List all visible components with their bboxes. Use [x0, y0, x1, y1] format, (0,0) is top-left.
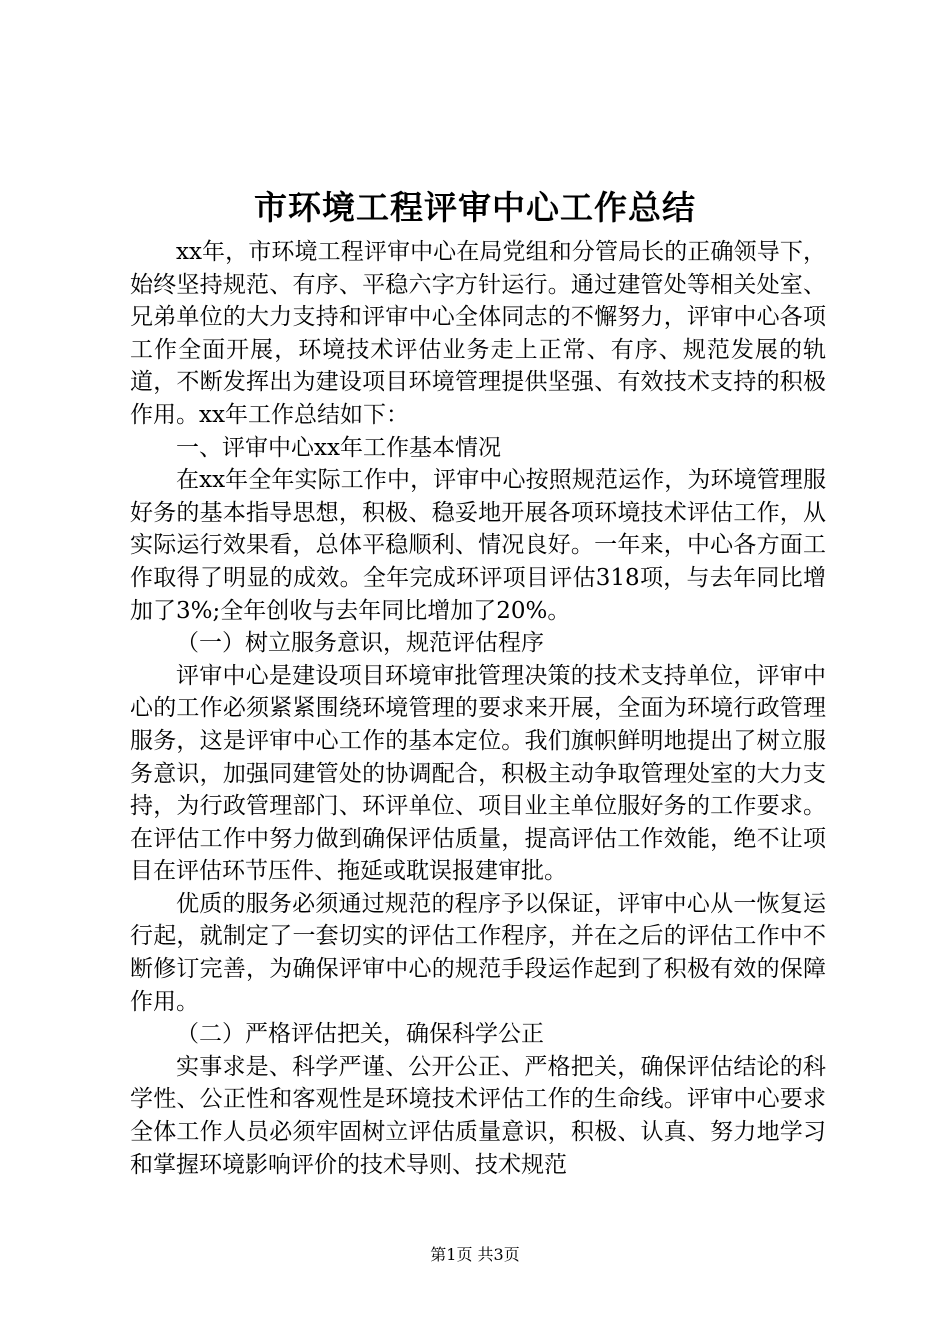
paragraph: 评审中心是建设项目环境审批管理决策的技术支持单位，评审中心的工作必须紧紧围绕环境管理的要求来开展，全面为环境行政管理服务，这是评审中心工作的基本定位。我们旗帜鲜明地提出了树立服务意识，加强同建管处的协调配合，积极主动争取管理处室的大力支持，为行政管理部门、环评单位、项目业主单位服好务的工作要求。在评估工作中努力做到确保评估质量，提高评估工作效能，绝不让项目在评估环节压件、拖延或耽误报建审批。: [130, 662, 826, 885]
paragraph: 在xx年全年实际工作中，评审中心按照规范运作，为环境管理服好务的基本指导思想，积极、稳妥地开展各项环境技术评估工作，从实际运行效果看，总体平稳顺利、情况良好。一年来，中心各方面工作取得了明显的成效。全年完成环评项目评估318项，与去年同比增加了3%;全年创收与去年同比增加了20%。: [130, 467, 826, 624]
paragraph: 实事求是、科学严谨、公开公正、严格把关，确保评估结论的科学性、公正性和客观性是环境技术评估工作的生命线。评审中心要求全体工作人员必须牢固树立评估质量意识，积极、认真、努力地学习和掌握环境影响评价的技术导则、技术规范: [130, 1053, 826, 1178]
section-heading: 一、评审中心xx年工作基本情况: [176, 434, 501, 461]
subsection-heading: （一）树立服务意识，规范评估程序: [176, 630, 544, 657]
document-body: [130, 236, 826, 1181]
paragraph: 优质的服务必须通过规范的程序予以保证，评审中心从一恢复运行起，就制定了一套切实的评估工作程序，并在之后的评估工作中不断修订完善，为确保评审中心的规范手段运作起到了积极有效的保障作用。: [130, 890, 826, 1015]
paragraph: xx年，市环境工程评审中心在局党组和分管局长的正确领导下，始终坚持规范、有序、平稳六字方针运行。通过建管处等相关处室、兄弟单位的大力支持和评审中心全体同志的不懈努力，评审中心各项工作全面开展，环境技术评估业务走上正常、有序、规范发展的轨道，不断发挥出为建设项目环境管理提供坚强、有效技术支持的积极作用。xx年工作总结如下：: [130, 239, 826, 428]
document-title: 市环境工程评审中心工作总结: [254, 188, 696, 227]
page-footer: 第1页 共3页: [430, 1245, 520, 1264]
subsection-heading: （二）严格评估把关，确保科学公正: [176, 1021, 544, 1048]
